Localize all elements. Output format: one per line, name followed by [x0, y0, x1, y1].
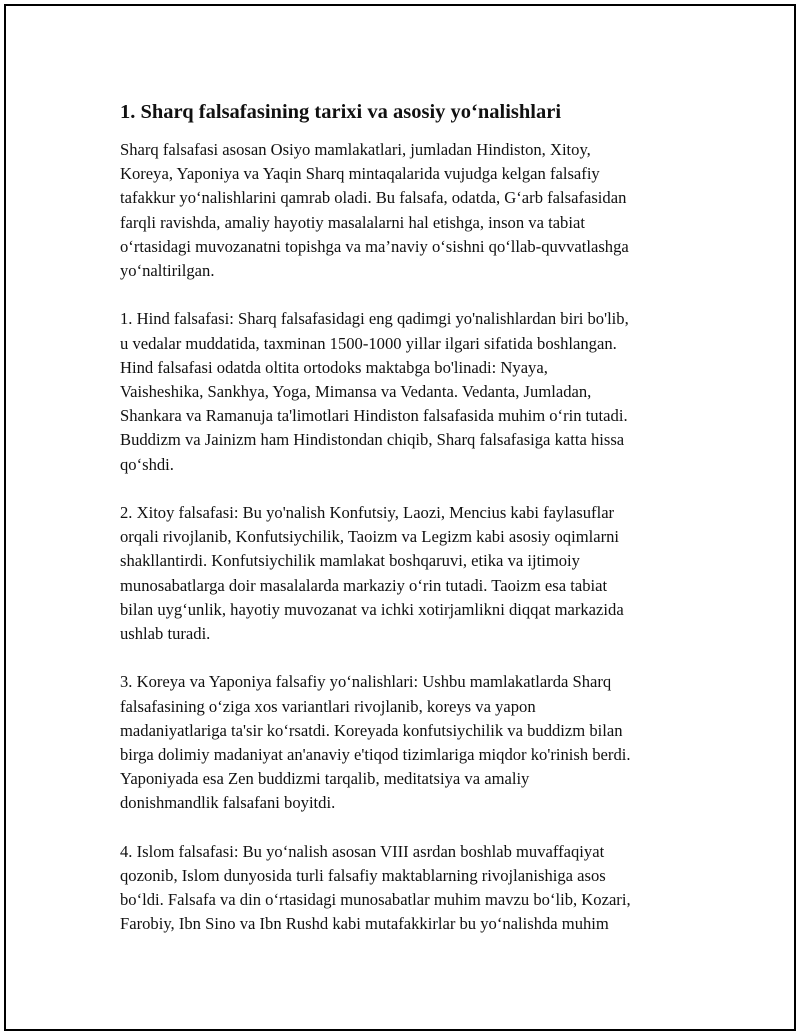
- paragraph-chinese-philosophy: 2. Xitoy falsafasi: Bu yo'nalish Konfutsiy, Laozi, Mencius kabi faylasuflar orqali rivojlanib, Konfutsiychilik, Taoizm va Legizm kabi asosiy oqimlarni shakllantirdi. Konfutsiychilik mamlakat boshqaruvi, etika va ijtimoiy munosabatlarga doir masalalarda markaziy o‘rin tutadi. Taoizm esa tabiat bilan uyg‘unlik, hayotiy muvozanat va ichki xotirjamlikni diqqat markazida ushlab turadi.: [120, 503, 624, 644]
- paragraph-intro: Sharq falsafasi asosan Osiyo mamlakatlari, jumladan Hindiston, Xitoy, Koreya, Yaponiya va Yaqin Sharq mintaqalarida vujudga kelgan falsafiy tafakkur yo‘nalishlarini qamrab oladi. Bu falsafa, odatda, G‘arb falsafasidan farqli ravishda, amaliy hayotiy masalalarni hal etishga, inson va tabiat o‘rtasidagi muvozanatni topishga va ma’naviy o‘sishni qo‘llab-quvvatlashga yo‘naltirilgan.: [120, 140, 629, 281]
- page-frame: [4, 4, 796, 1031]
- document-title: 1. Sharq falsafasining tarixi va asosiy yo‘nalishlari: [120, 101, 562, 123]
- paragraph-indian-philosophy: 1. Hind falsafasi: Sharq falsafasidagi eng qadimgi yo'nalishlardan biri bo'lib, u vedalar muddatida, taxminan 1500-1000 yillar ilgari sifatida boshlangan. Hind falsafasi odatda oltita ortodoks maktabga bo'linadi: Nyaya, Vaisheshika, Sankhya, Yoga, Mimansa va Vedanta. Vedanta, Jumladan, Shankara va Ramanuja ta'limotlari Hindiston falsafasida muhim o‘rin tutadi. Buddizm va Jainizm ham Hindistondan chiqib, Sharq falsafasiga katta hissa qo‘shdi.: [120, 309, 629, 474]
- document-body: [120, 98, 710, 961]
- paragraph-korean-japanese-philosophy: 3. Koreya va Yaponiya falsafiy yo‘nalishlari: Ushbu mamlakatlarda Sharq falsafasining o‘ziga xos variantlari rivojlanib, koreys va yapon madaniyatlariga ta'sir ko‘rsatdi. Koreyada konfutsiychilik va buddizm bilan birga dolimiy madaniyat an'anaviy e'tiqod tizimlariga miqdor ko'rinish berdi. Yaponiyada esa Zen buddizmi tarqalib, meditatsiya va amaliy donishmandlik falsafani boyitdi.: [120, 672, 631, 813]
- paragraph-islamic-philosophy: 4. Islom falsafasi: Bu yo‘nalish asosan VIII asrdan boshlab muvaffaqiyat qozonib, Islom dunyosida turli falsafiy maktablarning rivojlanishiga asos bo‘ldi. Falsafa va din o‘rtasidagi munosabatlar muhim mavzu bo‘lib, Kozari, Farobiy, Ibn Sino va Ibn Rushd kabi mutafakkirlar bu yo‘nalishda muhim: [120, 841, 631, 934]
